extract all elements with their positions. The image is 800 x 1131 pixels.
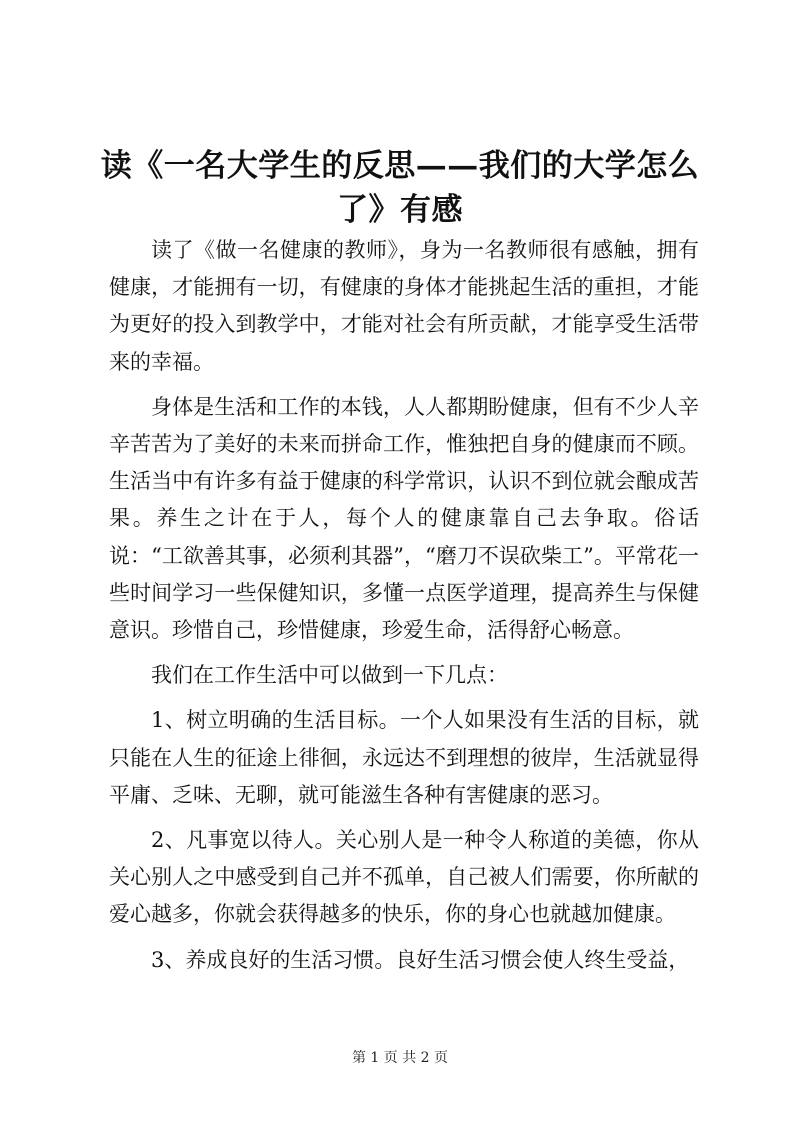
- page-footer: [0, 1048, 800, 1068]
- paragraph: 读了《做一名健康的教师》，身为一名教师很有感触，拥有健康，才能拥有一切，有健康的身体才能挑起生活的重担，才能为更好的投入到教学中，才能对社会有所贡献，才能享受生活带来的幸福。: [109, 238, 699, 374]
- title-line-2: 了》有感: [337, 192, 463, 228]
- list-item-paragraph: 2、凡事宽以待人。关心别人是一种令人称道的美德，你从关心别人之中感受到自己并不孤单，自己被人们需要，你所献的爱心越多，你就会获得越多的快乐，你的身心也就越加健康。: [109, 828, 699, 927]
- document-title: [100, 144, 700, 232]
- title-line-1: 读《一名大学生的反思——我们的大学怎么: [100, 148, 700, 184]
- document-body: [109, 232, 699, 987]
- list-item-paragraph: 1、树立明确的生活目标。一个人如果没有生活的目标，就只能在人生的征途上徘徊，永远达不到理想的彼岸，生活就显得平庸、乏味、无聊，就可能滋生各种有害健康的恶习。: [109, 708, 699, 807]
- paragraph: 我们在工作生活中可以做到一下几点：: [151, 663, 508, 688]
- paragraph: 身体是生活和工作的本钱，人人都期盼健康，但有不少人辛辛苦苦为了美好的未来而拼命工作，惟独把自身的健康而不顾。生活当中有许多有益于健康的科学常识，认识不到位就会酿成苦果。养生之计在于人，每个人的健康靠自己去争取。俗话说：“工欲善其事，必须利其器”，“磨刀不误砍柴工”。平常花一些时间学习一些保健知识，多懂一点医学道理，提高养生与保健意识。珍惜自己，珍惜健康，珍爱生命，活得舒心畅意。: [109, 394, 699, 643]
- page-number: 第 1 页 共 2 页: [351, 1050, 449, 1066]
- list-item-paragraph: 3、养成良好的生活习惯。良好生活习惯会使人终生受益，: [151, 947, 690, 972]
